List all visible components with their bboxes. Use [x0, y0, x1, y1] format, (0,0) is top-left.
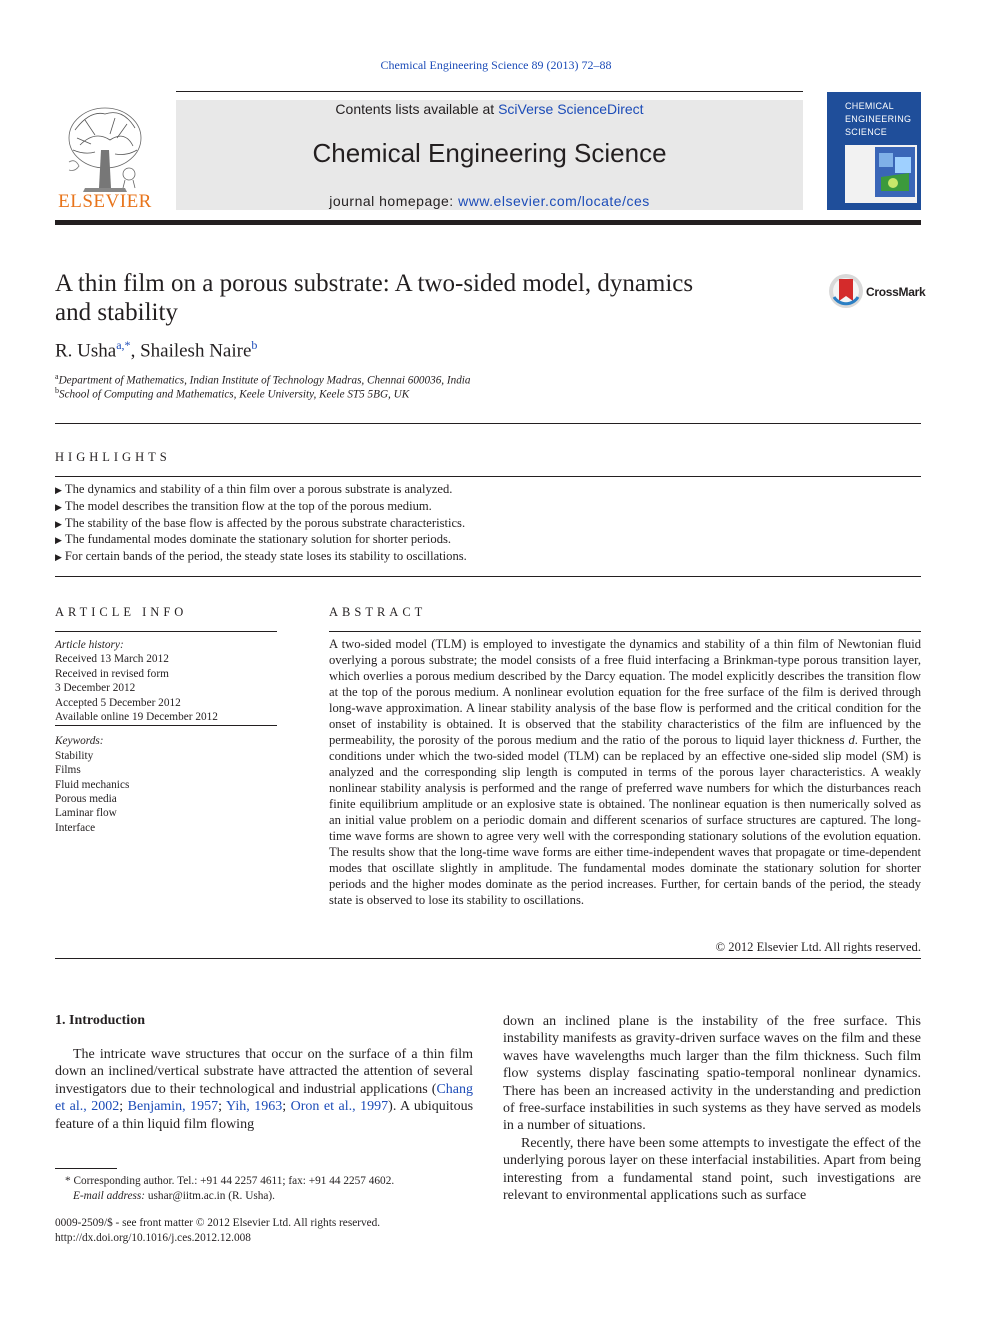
article-title: [55, 269, 815, 327]
highlight-text: The fundamental modes dominate the stationary solution for shorter periods.: [64, 532, 452, 547]
author-affiliation-marker[interactable]: b: [251, 338, 258, 352]
body-text: ). A ubiquitous feature of a thin liquid film flowing: [55, 1099, 474, 1132]
author-list: [55, 338, 257, 362]
email-line: [55, 1189, 473, 1204]
title-line: A thin film on a porous substrate: A two-sided model, dynamics: [55, 270, 694, 297]
doi-link[interactable]: http://dx.doi.org/10.1016/j.ces.2012.12.008: [55, 1231, 251, 1244]
history-entry: 3 December 2012: [55, 682, 136, 695]
highlight-text: For certain bands of the period, the steady state loses its stability to oscillations.: [64, 549, 467, 564]
header-rule: [176, 91, 803, 92]
section-divider: [55, 476, 921, 477]
keyword: Stability: [55, 749, 94, 762]
author-name: Shailesh Naire: [140, 340, 252, 362]
abstract-body: A two-sided model (TLM) is employed to investigate the dynamics and stability of a thin film of Newtonian fluid overlying a porous substrate; the model consists of a free fluid interfacing a Brinkman-type porous transition layer, which overlies a porous medium described by the Darcy equation. The model explicitly describes the transition flow at the top of the porous medium. A nonlinear evolution equation for the free surface of the film is derived through long-wave approximation. A linear stability analysis of the base flow is performed and the critical condition for the onset of instability is obtained. It is observed that the stability characteristics of the film are influenced by the permeability, the porosity of the porous medium and the ratio of the porous to liquid layer thickness: [329, 637, 921, 747]
bullet-triangle-icon: ▶: [55, 501, 62, 512]
journal-citation[interactable]: Chemical Engineering Science 89 (2013) 72–88: [380, 58, 612, 72]
history-label: Article history:: [55, 639, 124, 651]
highlight-item: [55, 482, 921, 499]
highlights-list: [55, 482, 921, 566]
keyword: Porous media: [55, 793, 117, 806]
email-label: E-mail address:: [73, 1189, 148, 1202]
highlight-item: [55, 532, 921, 549]
highlights-heading: HIGHLIGHTS: [55, 450, 171, 464]
history-entry: Received in revised form: [55, 667, 169, 680]
article-info-rule: [55, 631, 277, 632]
body-paragraph: [55, 1046, 473, 1133]
highlight-text: The stability of the base flow is affected by the porous substrate characteristics.: [64, 515, 466, 530]
keyword: Films: [55, 764, 81, 777]
citation-link[interactable]: Yih, 1963: [225, 1099, 283, 1115]
article-info-panel: [55, 638, 277, 835]
elsevier-wordmark: ELSEVIER: [58, 191, 152, 212]
body-paragraph: down an inclined plane is the instability of the free surface. This instability manifests as gravity-driven surface waves on the film and these waves have wavelengths much larger than the film thickness. Such film flow systems display fascinating spatio-temporal nonlinear dynamics. There has been an increased activity in the understanding and prediction of free-surface instabilities in such systems as they have served as models in a number of situations.: [503, 1014, 921, 1134]
abstract-copyright: © 2012 Elsevier Ltd. All rights reserved.: [715, 940, 921, 954]
history-entry: Accepted 5 December 2012: [55, 696, 181, 709]
section-divider: [55, 958, 921, 959]
abstract-heading: ABSTRACT: [329, 605, 427, 619]
front-matter-info: [55, 1216, 495, 1245]
citation-link[interactable]: Chang et al., 2002: [55, 1081, 473, 1115]
affiliation: [55, 372, 471, 387]
article-info-rule: [55, 725, 277, 726]
author-name: R. Usha: [55, 340, 117, 362]
cover-title-line: ENGINEERING: [845, 114, 912, 124]
history-entry: Available online 19 December 2012: [55, 711, 218, 724]
bullet-triangle-icon: ▶: [55, 518, 62, 529]
citation-link[interactable]: Oron et al., 1997: [290, 1099, 389, 1115]
affiliation-text: Department of Mathematics, Indian Institute of Technology Madras, Chennai 600036, India: [58, 374, 471, 387]
citation-separator: ;: [218, 1099, 226, 1115]
footnote-rule: [55, 1168, 117, 1169]
homepage-link[interactable]: www.elsevier.com/locate/ces: [458, 193, 650, 209]
contents-line: [176, 101, 803, 117]
keyword: Interface: [55, 821, 96, 834]
affiliation-marker: a: [55, 372, 59, 381]
abstract-rule: [329, 631, 921, 632]
keyword: Laminar flow: [55, 807, 117, 820]
cover-title-line: SCIENCE: [845, 127, 888, 137]
body-column-left: [55, 1046, 473, 1133]
author-separator: ,: [130, 340, 141, 362]
body-column-right: [503, 1013, 921, 1204]
highlight-item: [55, 549, 921, 566]
header-thick-rule: [55, 220, 921, 225]
highlight-text: The model describes the transition flow at the top of the porous medium.: [64, 498, 432, 513]
issn-line: 0009-2509/$ - see front matter © 2012 Elsevier Ltd. All rights reserved.: [55, 1217, 381, 1229]
highlight-text: The dynamics and stability of a thin film over a porous substrate is analyzed.: [64, 482, 453, 496]
cover-title-line: CHEMICAL: [845, 101, 894, 111]
affiliation: [55, 386, 409, 401]
abstract-symbol: d: [848, 733, 855, 747]
section-divider: [55, 423, 921, 424]
keyword: Fluid mechanics: [55, 778, 130, 791]
cover-title: [845, 100, 911, 139]
body-paragraph: Recently, there have been some attempts to investigate the effect of the underlying porous layer on these interfacial instabilities. Apart from being interesting from a fundamental stand point, such investigations are relevant to environmental applications such as surface: [503, 1135, 921, 1204]
footnote: [55, 1174, 473, 1203]
history-entry: Received 13 March 2012: [55, 653, 169, 666]
bullet-triangle-icon: ▶: [55, 535, 62, 546]
bullet-triangle-icon: ▶: [55, 485, 62, 495]
section-heading: 1. Introduction: [55, 1013, 145, 1028]
author-affiliation-marker[interactable]: a,*: [116, 338, 131, 352]
affiliation-text: School of Computing and Mathematics, Keele University, Keele ST5 5BG, UK: [59, 388, 410, 401]
abstract-text: [329, 636, 921, 908]
section-divider: [55, 576, 921, 577]
journal-title: Chemical Engineering Science: [312, 138, 667, 168]
abstract-body: . Further, the conditions under which the two-sided model (TLM) can be replaced by an effective one-sided slip model (SM) is analyzed and the corresponding slip length is computed in terms of the porous layer characteristics. A weakly nonlinear stability analysis is performed and the range of preferred wave numbers for which the disturbances reach finite equilibrium amplitude or an explosive state is obtained. The nonlinear equation is then numerically solved as an initial value problem on a periodic domain and different scenarios of surface structures are captured. The long-time wave forms are shown to agree very well with the corresponding stationary solutions of the evolution equation. The results show that the long-time wave forms are either time-independent waves that propagate or time-dependent modes that oscillate slightly in amplitude. The fundamental modes dominate the stationary solution for shorter periods and the higher modes dominate as the period increases. Further, for certain bands of the period, the steady state is observed to lose its stability to oscillations.: [329, 733, 921, 907]
citation-link[interactable]: Benjamin, 1957: [127, 1099, 219, 1115]
cover-image: [875, 147, 915, 197]
contents-prefix: Contents lists available at: [335, 101, 499, 117]
corresponding-author: * Corresponding author. Tel.: +91 44 2257 4611; fax: +91 44 2257 4602.: [65, 1175, 395, 1187]
journal-homepage: [176, 193, 803, 209]
title-line: and stability: [55, 299, 178, 326]
citation-separator: ;: [119, 1099, 128, 1115]
citation-separator: ;: [282, 1099, 291, 1115]
highlight-item: [55, 499, 921, 516]
body-text: The intricate wave structures that occur on the surface of a thin film down an inclined/vertical substrate have attracted the attention of several investigators due to their technological and industrial applications (: [55, 1047, 473, 1097]
crossmark-label[interactable]: CrossMark: [866, 285, 926, 299]
highlight-item: [55, 516, 921, 533]
article-info-heading: ARTICLE INFO: [55, 605, 188, 619]
affiliation-marker: b: [55, 386, 59, 395]
keywords-label: Keywords:: [55, 735, 104, 748]
homepage-prefix: journal homepage:: [329, 193, 459, 209]
sciencedirect-link[interactable]: SciVerse ScienceDirect: [498, 101, 644, 117]
journal-cover-thumbnail[interactable]: [827, 92, 921, 210]
email-address[interactable]: ushar@iitm.ac.in (R. Usha).: [147, 1189, 276, 1202]
bullet-triangle-icon: ▶: [55, 552, 62, 563]
